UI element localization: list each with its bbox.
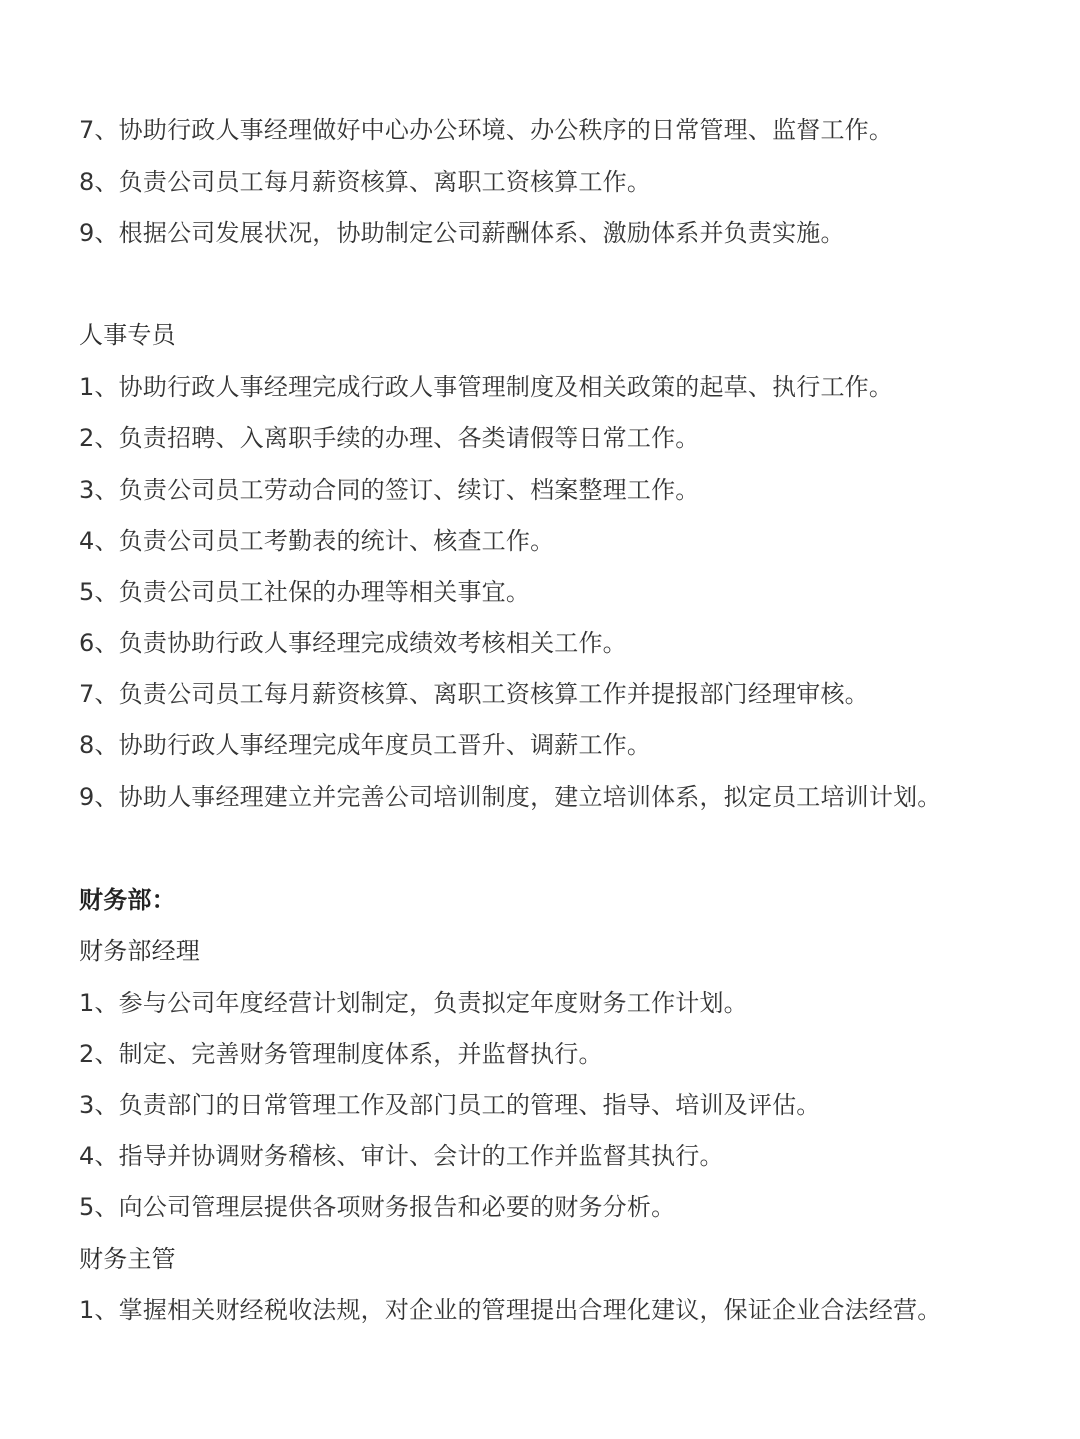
list-item: 3、负责公司员工劳动合同的签订、续订、档案整理工作。 <box>79 476 700 504</box>
section-title-finance: 财务部： <box>79 886 176 914</box>
role-heading-hr-specialist: 人事专员 <box>79 321 176 349</box>
list-item: 9、协助人事经理建立并完善公司培训制度，建立培训体系，拟定员工培训计划。 <box>79 783 942 811</box>
list-item: 8、负责公司员工每月薪资核算、离职工资核算工作。 <box>79 168 652 196</box>
list-item: 7、协助行政人事经理做好中心办公环境、办公秩序的日常管理、监督工作。 <box>79 116 894 144</box>
list-item: 1、参与公司年度经营计划制定，负责拟定年度财务工作计划。 <box>79 989 748 1017</box>
role-heading-finance-supervisor: 财务主管 <box>79 1245 176 1273</box>
role-heading-finance-manager: 财务部经理 <box>79 937 200 965</box>
list-item: 6、负责协助行政人事经理完成绩效考核相关工作。 <box>79 629 627 657</box>
list-item: 8、协助行政人事经理完成年度员工晋升、调薪工作。 <box>79 731 652 759</box>
list-item: 3、负责部门的日常管理工作及部门员工的管理、指导、培训及评估。 <box>79 1091 821 1119</box>
list-item: 7、负责公司员工每月薪资核算、离职工资核算工作并提报部门经理审核。 <box>79 680 869 708</box>
list-item: 1、协助行政人事经理完成行政人事管理制度及相关政策的起草、执行工作。 <box>79 373 894 401</box>
list-item: 4、负责公司员工考勤表的统计、核查工作。 <box>79 527 555 555</box>
list-item: 9、根据公司发展状况，协助制定公司薪酬体系、激励体系并负责实施。 <box>79 219 845 247</box>
list-item: 4、指导并协调财务稽核、审计、会计的工作并监督其执行。 <box>79 1142 724 1170</box>
list-item: 2、制定、完善财务管理制度体系，并监督执行。 <box>79 1040 603 1068</box>
list-item: 5、向公司管理层提供各项财务报告和必要的财务分析。 <box>79 1193 676 1221</box>
list-item: 5、负责公司员工社保的办理等相关事宜。 <box>79 578 531 606</box>
list-item: 2、负责招聘、入离职手续的办理、各类请假等日常工作。 <box>79 424 700 452</box>
list-item: 1、掌握相关财经税收法规，对企业的管理提出合理化建议，保证企业合法经营。 <box>79 1296 942 1324</box>
